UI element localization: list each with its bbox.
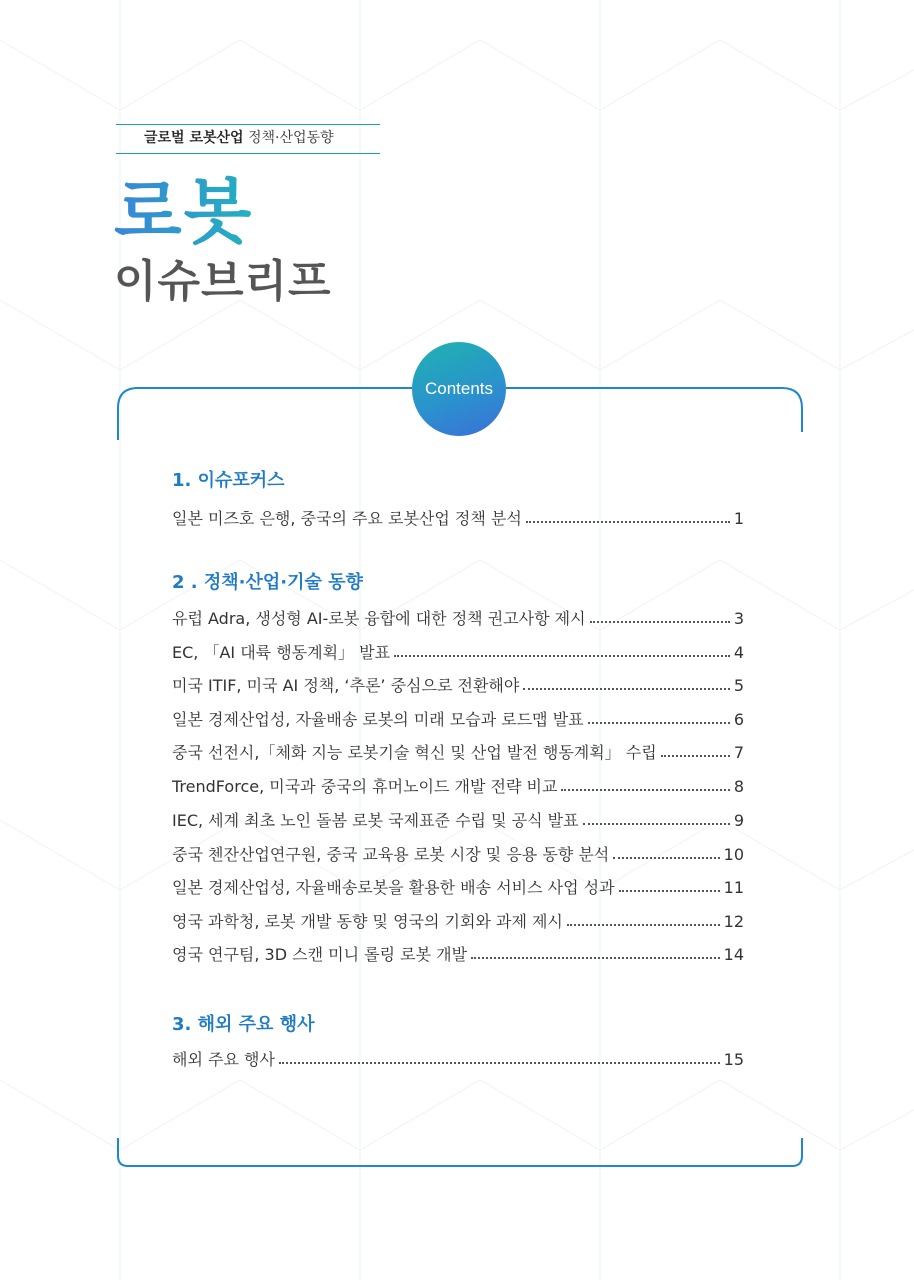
toc-entry-text: 일본 경제산업성, 자율배송로봇을 활용한 배송 서비스 사업 성과: [172, 878, 615, 897]
leader-dots: [567, 923, 720, 926]
toc-entry-text: 미국 ITIF, 미국 AI 정책, ‘추론’ 중심으로 전환해야: [172, 676, 520, 695]
title-sub: 이슈브리프: [114, 256, 332, 307]
leader-dots: [561, 788, 729, 791]
leader-dots: [394, 654, 730, 657]
toc-entry-text: 일본 경제산업성, 자율배송 로봇의 미래 모습과 로드맵 발표: [172, 710, 584, 729]
tagline-rest: 정책·산업동향: [248, 130, 334, 146]
leader-dots: [588, 721, 730, 724]
leader-dots: [583, 822, 730, 825]
toc-entry[interactable]: [172, 606, 744, 630]
leader-dots: [279, 1061, 720, 1064]
toc-entry-page: 11: [723, 878, 744, 897]
toc-entry-text: 해외 주요 행사: [172, 1050, 275, 1069]
toc-entry[interactable]: [172, 506, 744, 530]
toc-entry-page: 5: [733, 676, 744, 695]
toc-entry-text: EC, 「AI 대륙 행동계획」 발표: [172, 643, 391, 662]
section-1-title: 1. 이슈포커스: [172, 470, 285, 491]
tagline-bold: 글로벌 로봇산업: [144, 130, 244, 146]
contents-label: Contents: [424, 379, 494, 398]
toc-entry-text: IEC, 세계 최초 노인 돌봄 로봇 국제표준 수립 및 공식 발표: [172, 811, 579, 830]
toc-entry[interactable]: [172, 707, 744, 731]
toc-entry-page: 8: [733, 777, 744, 796]
leader-dots: [471, 956, 720, 959]
toc-entry-page: 3: [733, 609, 744, 628]
toc-entry-text: 중국 첸잔산업연구원, 중국 교육용 로봇 시장 및 응용 동향 분석: [172, 845, 610, 864]
toc-entry-page: 4: [733, 643, 744, 662]
leader-dots: [590, 620, 730, 623]
leader-dots: [523, 687, 729, 690]
leader-dots: [619, 889, 720, 892]
toc-entry[interactable]: [172, 875, 744, 899]
section-2-title: 2 . 정책·산업·기술 동향: [172, 572, 363, 593]
toc-entry-page: 12: [723, 912, 744, 931]
toc-entry[interactable]: [172, 774, 744, 798]
toc-entry[interactable]: [172, 1047, 744, 1071]
leader-dots: [661, 754, 730, 757]
toc-entry[interactable]: [172, 808, 744, 832]
section-3-title: 3. 해외 주요 행사: [172, 1014, 315, 1035]
toc-entry-page: 1: [733, 509, 744, 528]
toc-entry-page: 14: [723, 945, 744, 964]
leader-dots: [613, 856, 719, 859]
toc-entry-text: 중국 선전시,「체화 지능 로봇기술 혁신 및 산업 발전 행동계획」 수립: [172, 743, 657, 762]
toc-entry-page: 9: [733, 811, 744, 830]
toc-entry-text: 일본 미즈호 은행, 중국의 주요 로봇산업 정책 분석: [172, 509, 522, 528]
toc-entry-page: 6: [733, 710, 744, 729]
toc-entry-page: 15: [723, 1050, 744, 1069]
leader-dots: [526, 520, 730, 523]
toc-entry-text: TrendForce, 미국과 중국의 휴머노이드 개발 전략 비교: [172, 777, 558, 796]
toc-entry[interactable]: [172, 942, 744, 966]
toc-entry[interactable]: [172, 909, 744, 933]
toc-entry-text: 영국 과학청, 로봇 개발 동향 및 영국의 기회와 과제 제시: [172, 912, 563, 931]
title-main: 로봇: [114, 171, 254, 253]
toc-entry[interactable]: [172, 740, 744, 764]
toc-entry[interactable]: [172, 640, 744, 664]
toc-entry-page: 10: [723, 845, 744, 864]
toc-entry[interactable]: [172, 673, 744, 697]
contents-badge: [412, 342, 506, 436]
toc-entry-page: 7: [733, 743, 744, 762]
toc-entry-text: 유럽 Adra, 생성형 AI-로봇 융합에 대한 정책 권고사항 제시: [172, 609, 586, 628]
toc-entry-text: 영국 연구팀, 3D 스캔 미니 롤링 로봇 개발: [172, 945, 468, 964]
toc-entry[interactable]: [172, 842, 744, 866]
